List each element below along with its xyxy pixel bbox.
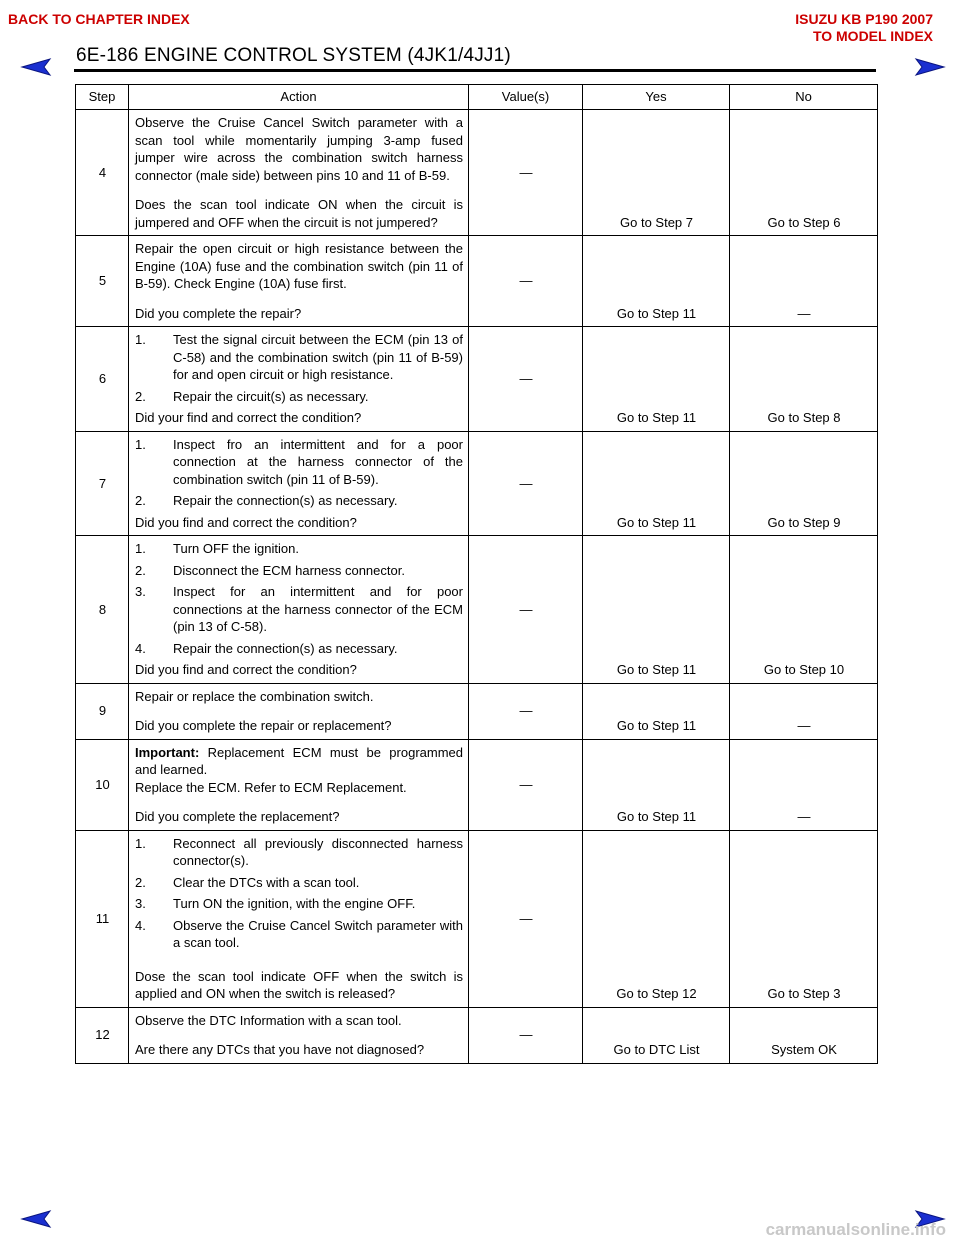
action-paragraph (135, 240, 463, 293)
column-header-no: No (730, 85, 878, 110)
watermark: carmanualsonline.info (765, 1220, 946, 1239)
value-cell: — (469, 327, 583, 432)
action-list-item (135, 492, 463, 510)
action-list-item (135, 436, 463, 489)
list-number: 1. (135, 436, 146, 452)
no-result: Go to Step 3 (730, 830, 878, 1007)
action-list-item (135, 835, 463, 870)
list-number: 3. (135, 896, 146, 911)
yes-result: Go to Step 12 (583, 830, 730, 1007)
paragraph-text: Does the scan tool indicate ON when the circuit is jumpered and OFF when the circuit is not jumpered? (135, 197, 463, 230)
action-paragraph (135, 409, 463, 427)
back-to-chapter-index-link[interactable]: BACK TO CHAPTER INDEX (8, 11, 190, 27)
paragraph-text: Observe the Cruise Cancel Switch parameter with a scan tool while momentarily jumping 3-amp fused jumper wire across the combination switch harness connector (male side) between pins 10 and 11 of B-59. (135, 115, 463, 183)
table-row (76, 1007, 878, 1063)
paragraph-gap (135, 956, 463, 968)
list-text: Clear the DTCs with a scan tool. (173, 874, 360, 890)
list-text: Reconnect all previously disconnected harness connector(s). (173, 835, 463, 868)
column-header-action: Action (129, 85, 469, 110)
yes-result: Go to Step 11 (583, 431, 730, 536)
prev-page-bottom-arrow-icon[interactable] (20, 1210, 56, 1228)
next-page-arrow-icon[interactable] (910, 58, 946, 76)
action-cell (129, 536, 469, 684)
action-cell (129, 327, 469, 432)
column-header-values: Value(s) (469, 85, 583, 110)
diagnostic-step-table (75, 84, 878, 1064)
value-cell: — (469, 1007, 583, 1063)
list-text: Repair the circuit(s) as necessary. (173, 388, 369, 404)
value-cell: — (469, 236, 583, 327)
paragraph-text: Did you complete the repair? (135, 305, 302, 321)
column-header-step: Step (76, 85, 129, 110)
list-text: Turn ON the ignition, with the engine OFF. (173, 896, 416, 911)
step-number: 10 (76, 739, 129, 830)
important-label: Important: (135, 744, 200, 760)
list-number: 4. (135, 917, 146, 933)
action-list-item (135, 583, 463, 636)
list-text: Inspect fro an intermittent and for a poor connection at the harness connector of the combination switch (pin 11 of B-59). (173, 436, 463, 487)
table-row (76, 739, 878, 830)
action-paragraph (135, 661, 463, 679)
value-cell: — (469, 830, 583, 1007)
value-cell: — (469, 739, 583, 830)
action-list-item (135, 331, 463, 384)
action-paragraph (135, 688, 463, 706)
yes-result: Go to Step 11 (583, 739, 730, 830)
table-row (76, 683, 878, 739)
action-paragraph (135, 114, 463, 184)
table-header-row (76, 85, 878, 110)
no-result: Go to Step 8 (730, 327, 878, 432)
value-cell: — (469, 110, 583, 236)
yes-result: Go to Step 11 (583, 683, 730, 739)
paragraph-text: Did you complete the replacement? (135, 809, 340, 824)
table-row (76, 110, 878, 236)
step-number: 11 (76, 830, 129, 1007)
page-title: 6E-186 ENGINE CONTROL SYSTEM (4JK1/4JJ1) (76, 45, 511, 66)
column-header-yes: Yes (583, 85, 730, 110)
table-row (76, 327, 878, 432)
action-paragraph (135, 305, 463, 323)
action-paragraph (135, 808, 463, 826)
list-text: Disconnect the ECM harness connector. (173, 562, 405, 578)
no-result: — (730, 236, 878, 327)
model-brand (795, 11, 933, 45)
paragraph-text: Observe the DTC Information with a scan tool. (135, 1012, 402, 1028)
no-result: Go to Step 6 (730, 110, 878, 236)
list-text: Repair the connection(s) as necessary. (173, 640, 398, 656)
yes-result: Go to Step 7 (583, 110, 730, 236)
action-list-item (135, 388, 463, 406)
list-text: Observe the Cruise Cancel Switch parameter with a scan tool. (173, 917, 463, 950)
action-cell (129, 110, 469, 236)
list-text: Inspect for an intermittent and for poor connections at the harness connector of the ECM (pin 13 of C-58). (173, 584, 463, 634)
action-list-item (135, 895, 463, 913)
yes-result: Go to Step 11 (583, 327, 730, 432)
table-row (76, 431, 878, 536)
value-cell: — (469, 683, 583, 739)
no-result: System OK (730, 1007, 878, 1063)
paragraph-text: Did you find and correct the condition? (135, 514, 357, 530)
list-text: Repair the connection(s) as necessary. (173, 493, 398, 508)
action-paragraph (135, 779, 463, 797)
paragraph-text: Replace the ECM. Refer to ECM Replacement. (135, 779, 407, 795)
list-number: 1. (135, 835, 146, 851)
list-number: 1. (135, 332, 146, 347)
action-paragraph (135, 1012, 463, 1030)
step-number: 6 (76, 327, 129, 432)
title-divider (74, 69, 876, 72)
paragraph-text: Are there any DTCs that you have not diagnosed? (135, 1042, 425, 1057)
yes-result: Go to DTC List (583, 1007, 730, 1063)
paragraph-text: Repair or replace the combination switch. (135, 688, 374, 704)
no-result: Go to Step 9 (730, 431, 878, 536)
action-cell (129, 236, 469, 327)
action-list-item (135, 540, 463, 558)
action-list-item (135, 562, 463, 580)
paragraph-gap (135, 1029, 463, 1041)
list-number: 4. (135, 640, 146, 656)
paragraph-gap (135, 293, 463, 305)
action-paragraph (135, 196, 463, 231)
action-cell (129, 431, 469, 536)
paragraph-text: Dose the scan tool indicate OFF when the switch is applied and ON when the switch is released? (135, 968, 463, 1001)
list-number: 3. (135, 584, 146, 599)
action-paragraph (135, 717, 463, 735)
action-paragraph (135, 744, 463, 779)
model-title: ISUZU KB P190 2007 (795, 11, 933, 27)
action-cell (129, 830, 469, 1007)
list-text: Test the signal circuit between the ECM (pin 13 of C-58) and the combination switch (pin 11 of B-59) for and open circuit or high resistance. (173, 332, 463, 382)
table-row (76, 830, 878, 1007)
action-cell (129, 1007, 469, 1063)
action-list-item (135, 874, 463, 892)
paragraph-text: Did your find and correct the condition? (135, 410, 362, 425)
paragraph-text: Did you find and correct the condition? (135, 662, 357, 677)
list-number: 1. (135, 541, 146, 556)
prev-page-arrow-icon[interactable] (20, 58, 56, 76)
action-paragraph (135, 968, 463, 1003)
list-number: 2. (135, 493, 146, 508)
no-result: — (730, 739, 878, 830)
step-number: 5 (76, 236, 129, 327)
paragraph-text: Replacement ECM must be programmed and learned. (135, 744, 463, 777)
paragraph-gap (135, 705, 463, 717)
step-number: 8 (76, 536, 129, 684)
value-cell: — (469, 431, 583, 536)
action-list-item (135, 640, 463, 658)
list-number: 2. (135, 388, 146, 404)
paragraph-gap (135, 796, 463, 808)
value-cell: — (469, 536, 583, 684)
paragraph-gap (135, 184, 463, 196)
no-result: — (730, 683, 878, 739)
step-number: 12 (76, 1007, 129, 1063)
list-number: 2. (135, 874, 146, 890)
action-list-item (135, 917, 463, 952)
step-number: 4 (76, 110, 129, 236)
yes-result: Go to Step 11 (583, 536, 730, 684)
action-paragraph (135, 1041, 463, 1059)
action-paragraph (135, 514, 463, 532)
action-cell (129, 683, 469, 739)
action-cell (129, 739, 469, 830)
paragraph-text: Did you complete the repair or replacement? (135, 718, 392, 733)
step-number: 7 (76, 431, 129, 536)
table-row (76, 536, 878, 684)
no-result: Go to Step 10 (730, 536, 878, 684)
yes-result: Go to Step 11 (583, 236, 730, 327)
list-number: 2. (135, 562, 146, 578)
to-model-index-link[interactable]: TO MODEL INDEX (812, 28, 933, 44)
list-text: Turn OFF the ignition. (173, 541, 299, 556)
paragraph-text: Repair the open circuit or high resistance between the Engine (10A) fuse and the combination switch (pin 11 of B-59). Check Engine (10A) fuse first. (135, 241, 463, 291)
table-row (76, 236, 878, 327)
step-number: 9 (76, 683, 129, 739)
